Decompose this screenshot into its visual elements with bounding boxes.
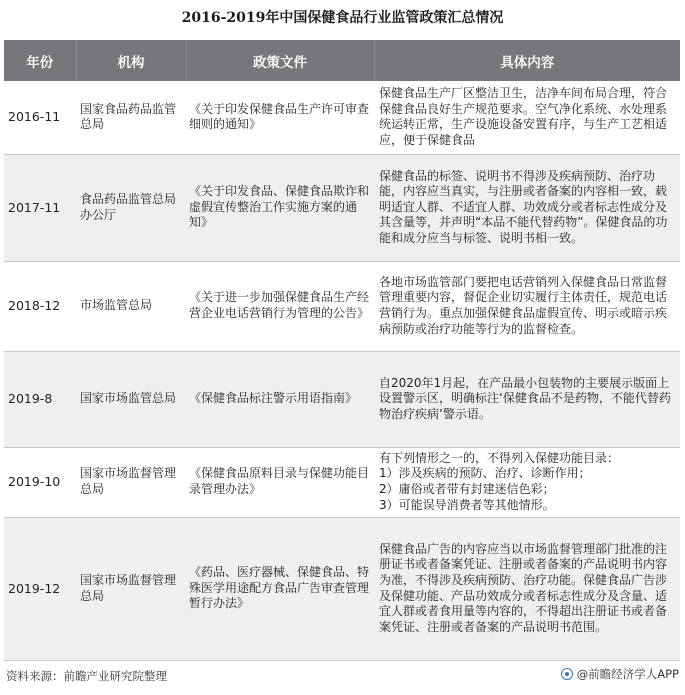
row-policy: 《关于印发食品、保健食品欺诈和虚假宣传整治工作实施方案的通知》 xyxy=(186,154,374,261)
brand-credit xyxy=(561,666,679,682)
content-line: 2）庸俗或者带有封建迷信色彩； xyxy=(379,482,555,496)
content-line: 有下列情形之一的，不得列入保健功能目录： xyxy=(379,450,620,465)
row-year: 2019-12 xyxy=(4,517,76,660)
row-agency: 国家食品药品监管总局 xyxy=(76,81,186,154)
row-policy: 《保健食品原料目录与保健功能目录管理办法》 xyxy=(186,447,374,517)
row-content xyxy=(374,447,680,517)
table-row xyxy=(4,261,680,351)
row-year: 2019-10 xyxy=(4,447,76,517)
row-content: 保健食品的标签、说明书不得涉及疾病预防、治疗功能，内容应当真实，与注册或者备案的内容相一致，载明适宜人群、不适宜人群、功效成分或者标志性成分及其含量等，并声明“本品不能代替药物”。保健食品的功能和成分应当与标签、说明书相一致。 xyxy=(374,154,680,261)
row-year: 2017-11 xyxy=(4,154,76,261)
row-policy: 《关于印发保健食品生产许可审查细则的通知》 xyxy=(186,81,374,154)
row-content: 保健食品广告的内容应当以市场监督管理部门批准的注册证书或者备案凭证、注册或者备案的产品说明书内容为准，不得涉及疾病预防、治疗功能。保健食品广告涉及保健功能、产品功效成分或者标志性成分及含量、适宜人群或者食用量等内容的，不得超出注册证书或者备案凭证、注册或者备案的产品说明书范围。 xyxy=(374,517,680,660)
table-row xyxy=(4,154,680,261)
row-content: 各地市场监管部门要把电话营销列入保健食品日常监督管理重要内容，督促企业切实履行主体责任，规范电话营销行为。重点加强保健食品虚假宣传、明示或暗示疾病预防或治疗功能等行为的监督检查。 xyxy=(374,261,680,351)
table-header-row xyxy=(4,40,680,81)
column-header-content: 具体内容 xyxy=(374,40,680,81)
content-line: 3）可能误导消费者等其他情形。 xyxy=(379,497,555,512)
row-content: 保健食品生产厂区整洁卫生，洁净车间布局合理，符合保健食品良好生产规范要求。空气净化系统、水处理系统运转正常，生产设施设备安置有序，与生产工艺相适应，便于保健食品 xyxy=(374,81,680,154)
brand-logo-icon xyxy=(561,668,573,680)
row-policy: 《关于进一步加强保健食品生产经营企业电话营销行为管理的公告》 xyxy=(186,261,374,351)
table-row xyxy=(4,517,680,660)
row-year: 2018-12 xyxy=(4,261,76,351)
row-agency: 国家市场监督管理总局 xyxy=(76,517,186,660)
row-agency: 国家市场监督管理总局 xyxy=(76,447,186,517)
column-header-policy: 政策文件 xyxy=(186,40,374,81)
policy-table xyxy=(4,40,680,661)
row-content: 自2020年1月起，在产品最小包装物的主要展示版面上设置警示区，明确标注‘保健食品不是药物，不能代替药物治疗疾病’警示语。 xyxy=(374,351,680,447)
row-year: 2016-11 xyxy=(4,81,76,154)
row-agency: 国家市场监管总局 xyxy=(76,351,186,447)
row-policy: 《药品、医疗器械、保健食品、特殊医学用途配方食品广告审查管理暂行办法》 xyxy=(186,517,374,660)
column-header-agency: 机构 xyxy=(76,40,186,81)
column-header-year: 年份 xyxy=(4,40,76,81)
content-line: 1）涉及疾病的预防、治疗、诊断作用； xyxy=(379,466,591,481)
table-row xyxy=(4,81,680,154)
row-year: 2019-8 xyxy=(4,351,76,447)
brand-label: @前瞻经济学人APP xyxy=(576,667,679,681)
table-row xyxy=(4,351,680,447)
page-title: 2016-2019年中国保健食品行业监管政策汇总情况 xyxy=(181,10,504,26)
table-row xyxy=(4,447,680,517)
row-agency: 食品药品监管总局办公厅 xyxy=(76,154,186,261)
row-agency: 市场监管总局 xyxy=(76,261,186,351)
source-note: 资料来源：前瞻产业研究院整理 xyxy=(6,669,167,683)
row-policy: 《保健食品标注警示用语指南》 xyxy=(186,351,374,447)
